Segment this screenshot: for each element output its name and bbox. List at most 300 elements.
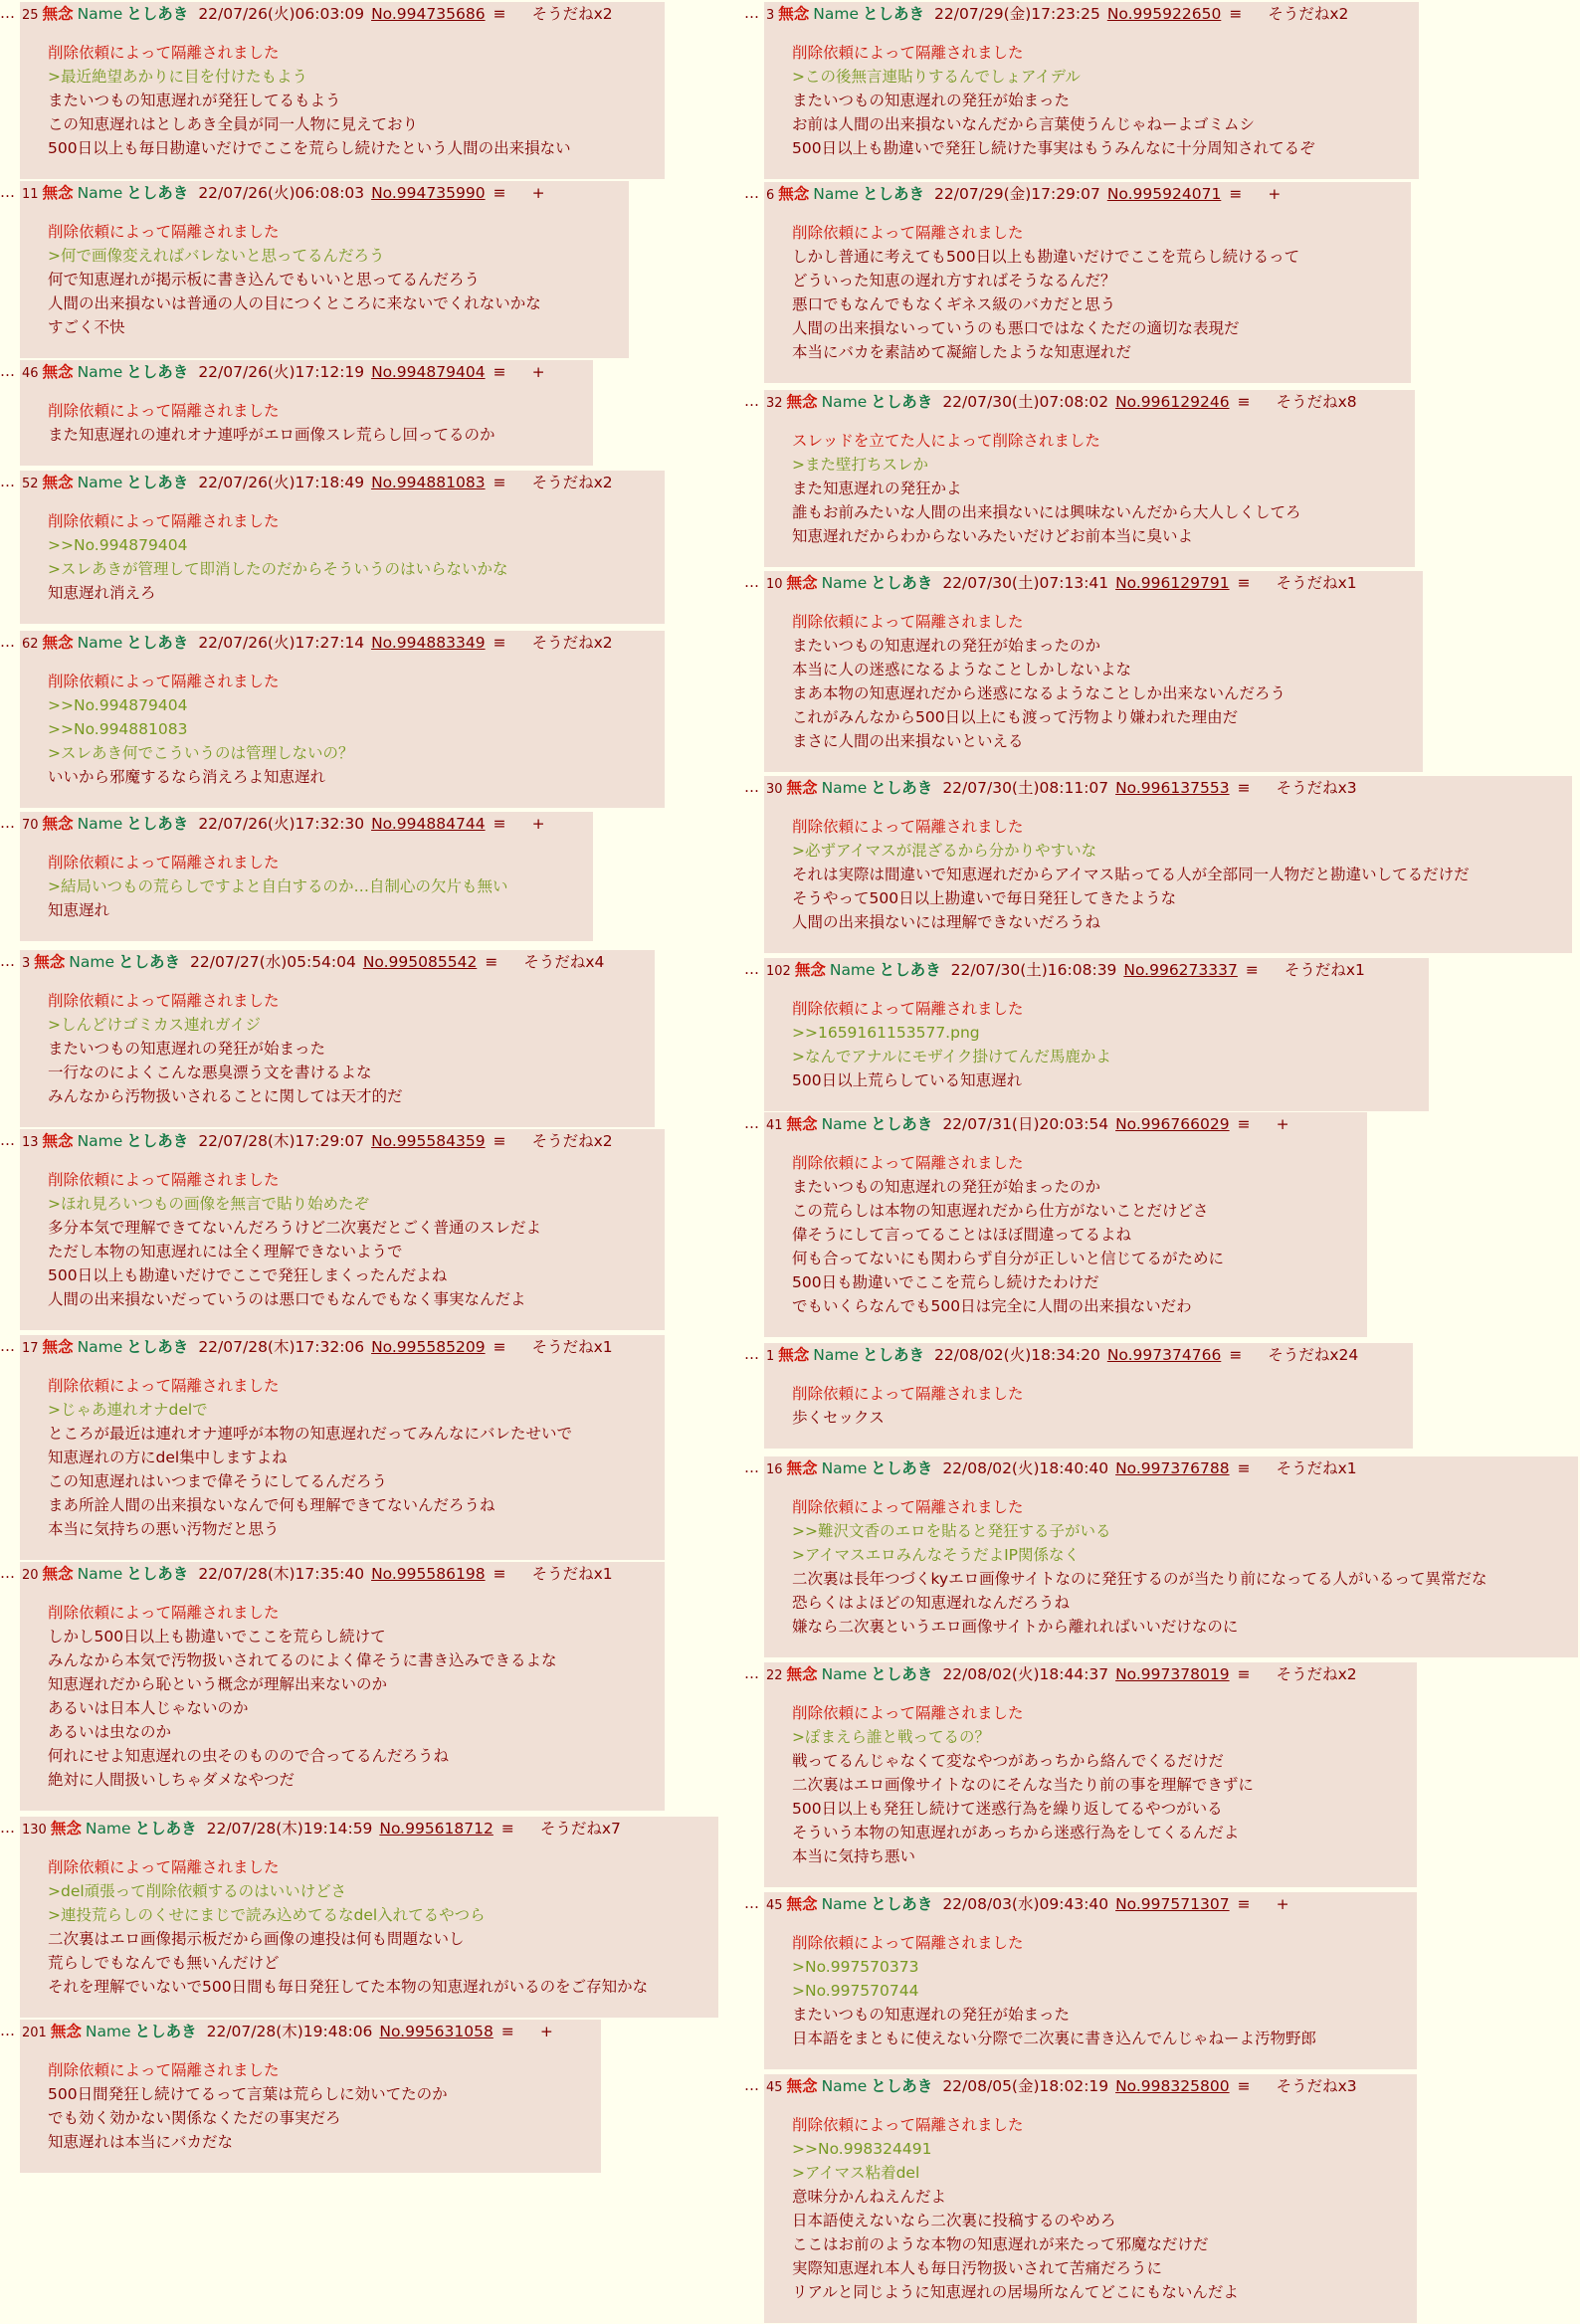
deleted-notice: 削除依頼によって隔離されました [48,402,280,420]
reply-header [766,574,1357,594]
name-label: Name [85,2023,131,2040]
name-value: としあき [871,2077,933,2095]
post-menu-button[interactable]: ≡ [485,953,498,971]
sodane-button[interactable]: そうだねx2 [1276,1665,1357,1683]
reply-box [764,571,1423,772]
post-menu-button[interactable]: ≡ [493,1338,506,1356]
quote-line: >>難沢文香のエロを貼ると発狂する子がいる [792,1522,1111,1540]
subject: 無念 [42,634,74,652]
comment-line: あるいは虫なのか [48,1723,172,1741]
reply-box [764,1892,1417,2069]
post-date: 22/07/26(火)17:27:14 [198,634,365,652]
deleted-notice: 削除依頼によって隔離されました [792,1000,1024,1018]
reply-header [766,1895,1289,1915]
reply-count: 52 [22,477,39,491]
post-date: 22/07/30(土)08:11:07 [942,779,1109,797]
quote-line: >必ずアイマスが混ざるから分かりやすいな [792,842,1097,860]
sodane-button[interactable]: そうだねx4 [523,953,605,971]
name-value: としあき [126,1132,189,1150]
reply-header [22,184,545,204]
post-number-link[interactable]: No.997376788 [1115,1459,1230,1477]
reply-dots: … [0,473,15,490]
name-value: としあき [126,474,189,491]
reply-dots: … [744,573,759,591]
comment-line: 人間の出来損ないは普通の人の目につくところに来ないでくれないかな [48,294,541,312]
name-value: としあき [126,1338,189,1356]
sodane-button[interactable]: + [531,184,545,202]
name-value: としあき [126,634,189,652]
sodane-button[interactable]: そうだねx8 [1276,393,1357,411]
subject: 無念 [42,1132,74,1150]
reply-body [792,2113,1239,2304]
post-date: 22/07/31(日)20:03:54 [942,1115,1109,1133]
reply-dots: … [744,960,759,978]
quote-line: >No.997570373 [792,1958,919,1976]
subject: 無念 [786,1665,818,1683]
sodane-button[interactable]: そうだねx1 [531,1338,613,1356]
sodane-button[interactable]: そうだねx2 [1268,5,1349,23]
post-date: 22/07/30(土)07:08:02 [942,393,1109,411]
comment-line: ただし本物の知恵遅れには全く理解できないようで [48,1243,403,1260]
reply-dots: … [744,2076,759,2094]
comment-line: 何れにせよ知恵遅れの虫そのものので合ってるんだろうね [48,1747,450,1765]
post-menu-button[interactable]: ≡ [500,1820,514,1838]
poster-name [78,634,199,652]
poster-name [822,393,943,411]
quote-line: >また壁打ちスレか [792,456,928,474]
sodane-button[interactable]: + [1276,1895,1289,1913]
name-label: Name [821,779,868,797]
reply-count: 25 [22,8,39,23]
sodane-button[interactable]: + [531,363,545,381]
comment-line: 偉そうにして言ってることはほぼ間違ってるよね [792,1226,1132,1244]
reply-header [766,1115,1289,1135]
comment-line: 誰もお前みたいな人間の出来損ないには興味ないんだから大人しくしてろ [792,503,1301,521]
sodane-button[interactable]: + [531,815,545,833]
name-label: Name [813,1346,860,1364]
comment-line: 一行なのによくこんな悪臭漂う文を書けるよな [48,1064,372,1081]
subject: 無念 [42,1565,74,1583]
comment-line: 嫌なら二次裏というエロ画像サイトから離れればいいだけなのに [792,1618,1239,1636]
reply-count: 102 [766,964,791,979]
quote-line: >この後無言連貼りするんでしょアイデル [792,68,1081,86]
poster-name [86,1820,207,1838]
post-date: 22/08/02(火)18:44:37 [942,1665,1109,1683]
quote-line: >最近絶望あかりに目を付けたもよう [48,68,307,86]
comment-line: 500日以上も勘違いで発狂し続けた事実はもうみんなに十分周知されてるぞ [792,139,1315,157]
name-value: としあき [871,1895,933,1913]
subject: 無念 [786,393,818,411]
subject: 無念 [34,953,66,971]
quote-line: >>1659161153577.png [792,1024,980,1042]
post-menu-button[interactable]: ≡ [493,634,506,652]
post-date: 22/07/26(火)06:08:03 [198,184,365,202]
sodane-button[interactable]: そうだねx2 [531,634,613,652]
reply-count: 30 [766,782,783,797]
name-value: としあき [863,185,925,203]
comment-line: またいつもの知恵遅れの発狂が始まったのか [792,1178,1101,1196]
sodane-button[interactable]: + [1276,1115,1289,1133]
comment-line: 戦ってるんじゃなくて変なやつがあっちから絡んでくるだけだ [792,1752,1224,1770]
reply-dots: … [744,1114,759,1132]
post-menu-button[interactable]: ≡ [1245,961,1259,979]
reply-dots: … [0,1564,15,1582]
comment-line: でも効く効かない関係なくただの事実だろ [48,2109,341,2127]
name-label: Name [821,1115,868,1133]
post-menu-button[interactable]: ≡ [493,474,506,491]
post-menu-button[interactable]: ≡ [1229,5,1243,23]
name-value: としあき [126,815,189,833]
poster-name [69,953,190,971]
name-value: としあき [863,1346,925,1364]
reply-header [766,1665,1357,1685]
reply-count: 17 [22,1341,39,1356]
reply-dots: … [0,952,15,970]
comment-line: あるいは日本人じゃないのか [48,1699,249,1717]
quote-line: >>No.998324491 [792,2140,932,2158]
post-menu-button[interactable]: ≡ [493,363,506,381]
comment-line: ところが最近は連れオナ連呼が本物の知恵遅れだってみんなにバレたせいで [48,1425,573,1443]
post-number-link[interactable]: No.996273337 [1123,961,1238,979]
poster-name [813,5,934,23]
comment-line: まあ本物の知恵遅れだから迷惑になるようなことしか出来ないんだろう [792,684,1286,702]
post-number-link[interactable]: No.998325800 [1115,2077,1230,2095]
comment-line: 500日以上も発狂し続けて迷惑行為を繰り返してるやつがいる [792,1800,1223,1818]
comment-line: お前は人間の出来損ないなんだから言葉使うんじゃねーよゴミムシ [792,115,1256,133]
post-number-link[interactable]: No.994881083 [371,474,486,491]
quote-line: >じゃあ連れオナdelで [48,1401,208,1419]
name-label: Name [77,363,123,381]
comment-line: また知恵遅れの発狂かよ [792,480,962,497]
sodane-button[interactable]: + [1268,185,1282,203]
reply-dots: … [0,2022,15,2039]
post-number-link[interactable]: No.995085542 [362,953,478,971]
deleted-notice: 削除依頼によって隔離されました [792,44,1024,62]
reply-count: 46 [22,366,39,381]
name-value: としあき [871,1459,933,1477]
reply-header [22,634,613,654]
post-number-link[interactable]: No.995924071 [1106,185,1222,203]
post-menu-button[interactable]: ≡ [493,184,506,202]
comment-line: この荒らしは本物の知恵遅れだから仕方がないことだけどさ [792,1202,1209,1220]
deleted-notice: 削除依頼によって隔離されました [48,2061,280,2079]
subject: 無念 [778,185,810,203]
post-number-link[interactable]: No.997374766 [1106,1346,1222,1364]
post-number-link[interactable]: No.995586198 [371,1565,486,1583]
post-number-link[interactable]: No.997378019 [1115,1665,1230,1683]
name-label: Name [77,1132,123,1150]
reply-body [48,220,541,339]
reply-header [22,474,613,493]
poster-name [78,815,199,833]
name-label: Name [77,184,123,202]
reply-header [766,779,1357,799]
name-label: Name [77,815,123,833]
name-label: Name [813,185,860,203]
post-number-link[interactable]: No.994735686 [371,5,486,23]
post-menu-button[interactable]: ≡ [1229,185,1243,203]
subject: 無念 [42,474,74,491]
reply-box [20,950,655,1127]
post-menu-button[interactable]: ≡ [1237,1665,1251,1683]
post-number-link[interactable]: No.995922650 [1106,5,1222,23]
reply-count: 45 [766,2080,783,2095]
reply-body [792,1495,1487,1639]
name-value: としあき [863,5,925,23]
post-date: 22/07/29(金)17:29:07 [934,185,1100,203]
comment-line: 知恵遅れ [48,901,110,919]
reply-body [792,815,1470,934]
comment-line: 日本語をまともに使えない分際で二次裏に書き込んでんじゃねーよ汚物野郎 [792,2030,1317,2047]
comment-line: みんなから汚物扱いされることに関しては天才的だ [48,1087,403,1105]
sodane-button[interactable]: そうだねx3 [1276,779,1357,797]
comment-line: まあ所詮人間の出来損ないなんで何も理解できてないんだろうね [48,1496,495,1514]
comment-line: 知恵遅れだからわからないみたいだけどお前本当に臭いよ [792,527,1194,545]
reply-dots: … [744,1345,759,1363]
poster-name [830,961,951,979]
reply-count: 3 [766,8,775,23]
comment-line: 何も合ってないにも関わらず自分が正しいと信じてるがために [792,1250,1225,1267]
comment-line: 500日も勘違いでここを荒らし続けたわけだ [792,1273,1099,1291]
reply-count: 130 [22,1823,47,1838]
post-date: 22/07/26(火)17:18:49 [198,474,365,491]
deleted-notice: 削除依頼によって隔離されました [48,1858,280,1876]
reply-box [20,1562,665,1811]
comment-line: でもいくらなんでも500日は完全に人間の出来損ないだわ [792,1297,1192,1315]
reply-box [20,360,593,466]
deleted-notice: 削除依頼によって隔離されました [792,818,1024,836]
post-number-link[interactable]: No.995584359 [371,1132,486,1150]
post-number-link[interactable]: No.995618712 [379,1820,494,1838]
reply-dots: … [0,1819,15,1837]
sodane-button[interactable]: そうだねx2 [531,5,613,23]
reply-body [792,221,1299,364]
subject: 無念 [42,1338,74,1356]
sodane-button[interactable]: そうだねx1 [531,1565,613,1583]
quote-line: >ぽまえら誰と戦ってるの？ [792,1728,990,1746]
post-menu-button[interactable]: ≡ [500,2023,514,2040]
reply-dots: … [744,392,759,410]
reply-body [48,1601,557,1792]
post-menu-button[interactable]: ≡ [1237,2077,1251,2095]
post-menu-button[interactable]: ≡ [493,1132,506,1150]
comment-line: 荒らしでもなんでも無いんだけど [48,1954,280,1972]
post-menu-button[interactable]: ≡ [1229,1346,1243,1364]
comment-line: みんなから本気で汚物扱いされてるのによく偉そうに書き込みできるよな [48,1651,557,1669]
comment-line: 二次裏は長年つづくkyエロ画像サイトなのに発狂するのが当たり前になってる人がいるって異常だな [792,1570,1487,1588]
name-label: Name [821,2077,868,2095]
comment-line: 本当に気持ち悪い [792,1847,916,1865]
deleted-notice: 削除依頼によって隔離されました [792,224,1024,242]
name-label: Name [821,393,868,411]
reply-dots: … [0,1131,15,1149]
reply-dots: … [744,1458,759,1476]
post-date: 22/07/28(木)17:32:06 [198,1338,365,1356]
poster-name [78,1132,199,1150]
subject: 無念 [794,961,826,979]
post-number-link[interactable]: No.995631058 [379,2023,494,2040]
deleted-notice: 削除依頼によって隔離されました [48,512,280,530]
post-menu-button[interactable]: ≡ [1237,574,1251,592]
post-menu-button[interactable]: ≡ [1237,393,1251,411]
reply-dots: … [0,1337,15,1355]
comment-line: そういう本物の知恵遅れがあっちから迷惑行為をしてくるんだよ [792,1824,1240,1841]
comment-line: しかし普通に考えても500日以上も勘違いだけでここを荒らし続けるって [792,248,1300,266]
reply-body [792,1931,1316,2050]
sodane-button[interactable]: そうだねx1 [1284,961,1365,979]
reply-box [20,1817,718,2018]
reply-box [764,776,1572,953]
comment-line: 人間の出来損ないだっていうのは悪口でもなんでもなく事実なんだよ [48,1290,526,1308]
post-date: 22/07/30(土)07:13:41 [942,574,1109,592]
deleted-notice: 削除依頼によって隔離されました [792,1704,1024,1722]
comment-line: 多分本気で理解できてないんだろうけど二次裏だとごく普通のスレだよ [48,1219,542,1237]
post-number-link[interactable]: No.997571307 [1115,1895,1230,1913]
quote-line: >スレあきが管理して即消したのだからそういうのはいらないかな [48,560,508,578]
name-label: Name [77,1565,123,1583]
reply-count: 20 [22,1568,39,1583]
post-menu-button[interactable]: ≡ [1237,1115,1251,1133]
name-label: Name [77,474,123,491]
poster-name [822,779,943,797]
poster-name [86,2023,207,2040]
poster-name [78,363,199,381]
poster-name [822,1459,943,1477]
quote-line: >No.997570744 [792,1982,919,2000]
reply-dots: … [744,1664,759,1682]
sodane-button[interactable]: そうだねx1 [1276,1459,1357,1477]
reply-header [766,185,1281,205]
name-value: としあき [126,363,189,381]
post-number-link[interactable]: No.996129791 [1115,574,1230,592]
post-number-link[interactable]: No.994884744 [371,815,486,833]
name-value: としあき [871,574,933,592]
quote-line: >結局いつもの荒らしですよと自白するのか…自制心の欠片も無い [48,877,508,895]
post-date: 22/07/26(火)17:32:30 [198,815,365,833]
deleted-notice: 削除依頼によって隔離されました [792,613,1024,631]
reply-box [764,182,1411,383]
sodane-button[interactable]: そうだねx2 [531,474,613,491]
subject: 無念 [50,2023,82,2040]
reply-body [48,1168,541,1311]
quote-line: >>No.994881083 [48,720,188,738]
deleted-notice: スレッドを立てた人によって削除されました [792,432,1100,450]
post-menu-button[interactable]: ≡ [493,5,506,23]
comment-line: この知恵遅れはとしあき全員が同一人物に見えており [48,115,419,133]
sodane-button[interactable]: そうだねx3 [1276,2077,1357,2095]
name-value: としあき [871,779,933,797]
reply-dots: … [0,362,15,380]
post-number-link[interactable]: No.996129246 [1115,393,1230,411]
reply-body [48,1374,572,1541]
reply-dots: … [744,184,759,202]
name-label: Name [821,1665,868,1683]
sodane-button[interactable]: そうだねx1 [1276,574,1357,592]
comment-line: またいつもの知恵遅れの発狂が始まった [792,92,1071,109]
sodane-button[interactable]: そうだねx24 [1268,1346,1359,1364]
reply-count: 16 [766,1462,783,1477]
name-value: としあき [126,184,189,202]
reply-header [766,393,1357,413]
post-date: 22/07/28(木)17:29:07 [198,1132,365,1150]
sodane-button[interactable]: そうだねx2 [531,1132,613,1150]
comment-line: 500日以上も勘違いだけでここで発狂しまくったんだよね [48,1266,448,1284]
comment-line: 知恵遅れだから恥という概念が理解出来ないのか [48,1675,388,1693]
comment-line: またいつもの知恵遅れの発狂が始まった [792,2006,1071,2024]
name-value: としあき [118,953,181,971]
post-menu-button[interactable]: ≡ [1237,1895,1251,1913]
post-date: 22/07/27(水)05:54:04 [190,953,356,971]
reply-header [22,1820,621,1840]
reply-body [792,429,1301,548]
comment-line: 日本語使えないなら二次裏に投稿するのやめろ [792,2212,1116,2229]
subject: 無念 [786,574,818,592]
deleted-notice: 削除依頼によって隔離されました [48,673,280,690]
deleted-notice: 削除依頼によって隔離されました [48,1171,280,1189]
comment-line: ここはお前のような本物の知恵遅れが来たって邪魔なだけだ [792,2235,1209,2253]
comment-line: 何で知恵遅れが掲示板に書き込んでもいいと思ってるんだろう [48,271,481,289]
comment-line: 本当に人の迷惑になるようなことしかしないよな [792,661,1132,678]
comment-line: 知恵遅れの方にdel集中しますよね [48,1449,288,1466]
reply-body [48,989,403,1108]
post-number-link[interactable]: No.996137553 [1115,779,1230,797]
reply-box [20,1129,665,1330]
poster-name [78,1338,199,1356]
sodane-button[interactable]: そうだねx7 [539,1820,621,1838]
sodane-button[interactable]: + [539,2023,553,2040]
post-number-link[interactable]: No.996766029 [1115,1115,1230,1133]
reply-header [22,363,545,383]
reply-dots: … [0,633,15,651]
poster-name [78,184,199,202]
reply-box [764,958,1429,1111]
post-date: 22/07/28(木)17:35:40 [198,1565,365,1583]
reply-box [764,1112,1367,1337]
reply-box [20,471,665,624]
comment-line: これがみんなから500日以上にも渡って汚物より嫌われた理由だ [792,708,1239,726]
reply-count: 13 [22,1135,39,1150]
name-label: Name [813,5,860,23]
reply-count: 70 [22,818,39,833]
post-number-link[interactable]: No.994879404 [371,363,486,381]
post-menu-button[interactable]: ≡ [493,1565,506,1583]
reply-box [20,812,593,941]
reply-body [48,2058,448,2154]
comment-line: 絶対に人間扱いしちゃダメなやつだ [48,1771,296,1789]
quote-line: >アイマスエロみんなそうだよIP関係なく [792,1546,1081,1564]
quote-line: >連投荒らしのくせにまじで読み込めてるなdel入れてるやつら [48,1906,486,1924]
post-number-link[interactable]: No.994883349 [371,634,486,652]
post-number-link[interactable]: No.995585209 [371,1338,486,1356]
comment-line: それは実際は間違いで知恵遅れだからアイマス貼ってる人が全部同一人物だと勘違いしてるだけだ [792,866,1470,883]
post-menu-button[interactable]: ≡ [1237,779,1251,797]
post-date: 22/07/28(木)19:14:59 [206,1820,373,1838]
reply-count: 3 [22,956,31,971]
subject: 無念 [42,184,74,202]
reply-count: 6 [766,188,775,203]
reply-body [792,1151,1224,1318]
comment-line: それを理解でいないで500日間も毎日発狂してた本物の知恵遅れがいるのをご存知かな [48,1978,649,1996]
post-menu-button[interactable]: ≡ [493,815,506,833]
name-value: としあき [871,1665,933,1683]
post-menu-button[interactable]: ≡ [1237,1459,1251,1477]
deleted-notice: 削除依頼によって隔離されました [48,992,280,1010]
name-value: としあき [134,1820,197,1838]
poster-name [78,474,199,491]
subject: 無念 [786,1459,818,1477]
name-value: としあき [126,1565,189,1583]
post-number-link[interactable]: No.994735990 [371,184,486,202]
